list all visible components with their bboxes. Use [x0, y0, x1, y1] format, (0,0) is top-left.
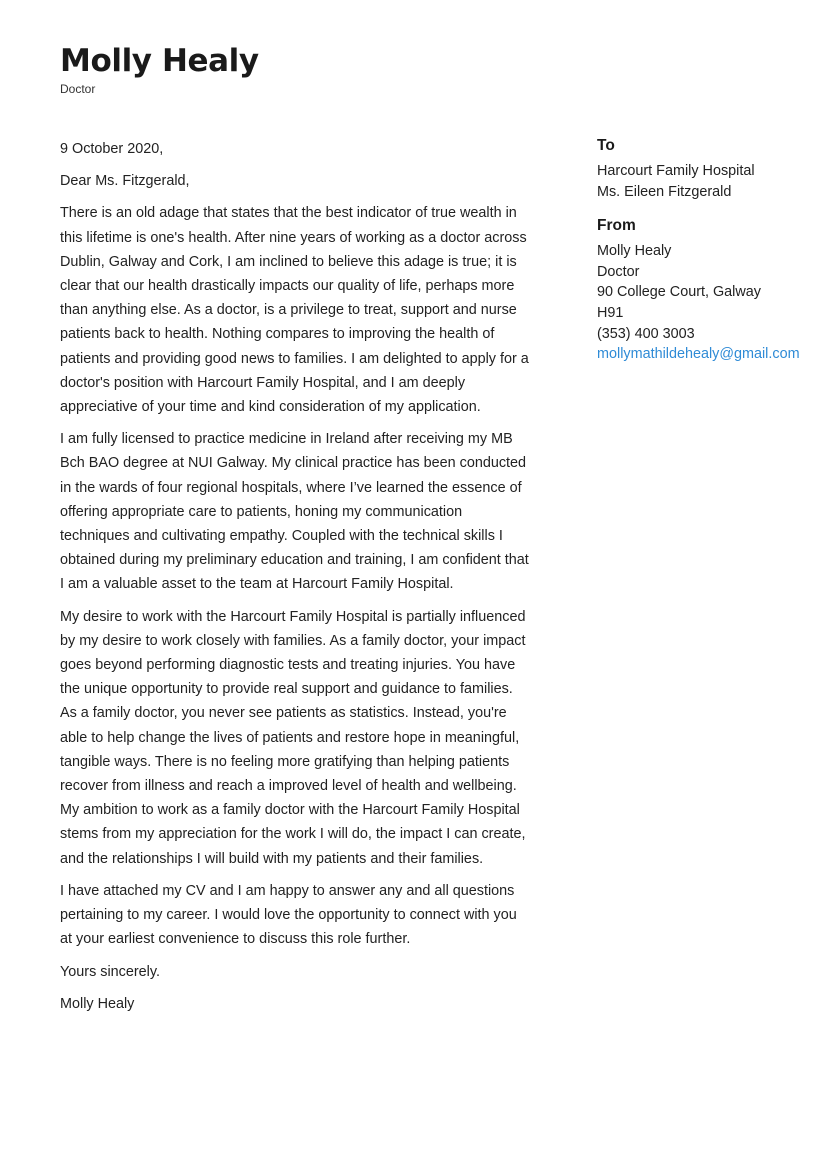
closing: Yours sincerely.	[60, 963, 160, 980]
sender-email-link[interactable]: mollymathildehealy@gmail.com	[597, 346, 800, 363]
paragraph-1: There is an old adage that states that the best indicator of true wealth in this lifetime is one's health. After nine years of working as a doctor across Dublin, Galway and Cork, I am inclined to believe this adage is true; it is clear that our health drastically impacts our quality of life, perhaps more than anything else. As a doctor, is a privilege to treat, support and nurse patients back to health. Nothing compares to improving the health of patients and providing good news to families. I am delighted to apply for a doctor's position with Harcourt Family Hospital, and I am deeply appreciative of your time and kind consideration of my application.	[60, 205, 529, 416]
letter-header	[60, 40, 259, 96]
sender-block-title: Doctor	[597, 263, 640, 280]
letter-body	[60, 137, 530, 1024]
signature: Molly Healy	[60, 995, 135, 1012]
sender-block-name: Molly Healy	[597, 243, 672, 260]
from-heading: From	[597, 217, 636, 235]
sender-phone: (353) 400 3003	[597, 325, 695, 342]
sender-block	[597, 215, 807, 365]
letter-date: 9 October 2020,	[60, 141, 164, 157]
paragraph-2: I am fully licensed to practice medicine in Ireland after receiving my MB Bch BAO degree at NUI Galway. My clinical practice has been conducted in the wards of four regional hospitals, where I’ve learned the essence of offering appropriate care to patients, honing my communication techniques and cultivating empathy. Coupled with the technical skills I obtained during my preliminary education and training, I am confident that I am a valuable asset to the team at Harcourt Family Hospital.	[60, 431, 529, 593]
paragraph-3: My desire to work with the Harcourt Family Hospital is partially influenced by my desire to work closely with families. As a family doctor, your impact goes beyond performing diagnostic tests and treating injuries. You have the unique opportunity to provide real support and guidance to families. As a family doctor, you never see patients as statistics. Instead, you're able to help change the lives of patients and restore hope in meaningful, tangible ways. There is no feeling more gratifying than helping patients recover from illness and reach a improved level of health and wellbeing. My ambition to work as a family doctor with the Harcourt Family Hospital stems from my appreciation for the work I will do, the impact I can create, and the relationships I will build with my patients and their families.	[60, 608, 526, 867]
recipient-block	[597, 135, 807, 202]
sender-name: Molly Healy	[60, 43, 259, 79]
to-heading: To	[597, 137, 615, 154]
address-sidebar	[597, 135, 807, 378]
recipient-organization: Harcourt Family Hospital	[597, 163, 755, 179]
sender-address: 90 College Court, Galway	[597, 284, 761, 301]
sender-title: Doctor	[60, 82, 96, 96]
salutation: Dear Ms. Fitzgerald,	[60, 173, 190, 190]
paragraph-4: I have attached my CV and I am happy to answer any and all questions pertaining to my career. I would love the opportunity to connect with you at your earliest convenience to discuss this role further.	[60, 882, 517, 948]
sender-postcode: H91	[597, 304, 624, 321]
recipient-name: Ms. Eileen Fitzgerald	[597, 183, 732, 200]
